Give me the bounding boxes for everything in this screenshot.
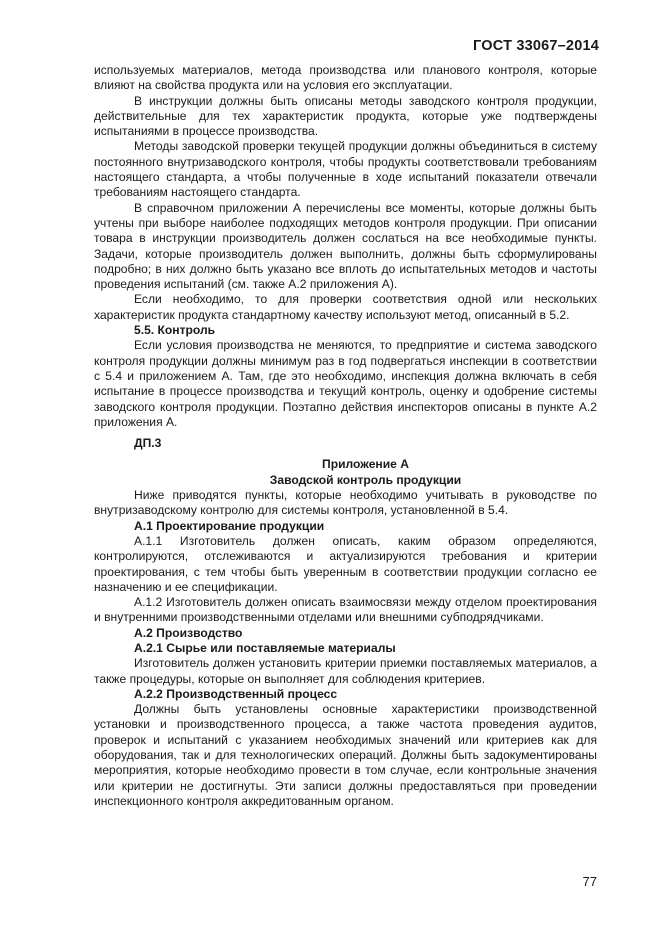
paragraph-10: Изготовитель должен установить критерии приемки поставляемых материалов, а также процедуры, которые он выполняет для соблюдения критериев. (94, 656, 597, 686)
section-heading-a2: А.2 Производство (134, 625, 243, 640)
paragraph-4: В справочном приложении А перечислены все моменты, которые должны быть учтены при выборе наиболее подходящих методов контроля продукции. При описании товара в инструкции производитель должен сослаться на все необходимые пункты. Задачи, которые производитель должен выполнить, должны быть сформулированы подробно; в них должно быть указано все вплоть до испытательных методов и частоты проведения испытаний (см. также А.2 приложения А). (94, 200, 597, 292)
paragraph-7: Ниже приводятся пункты, которые необходимо учитывать в руководстве по внутризаводскому контролю для системы контроля, установленной в 5.4. (94, 488, 597, 518)
section-heading-a21: А.2.1 Сырье или поставляемые материалы (134, 640, 396, 655)
paragraph-5: Если необходимо, то для проверки соответствия одной или нескольких характеристик продукта стандартному качеству используют метод, описанный в 5.2. (94, 292, 597, 322)
paragraph-6: Если условия производства не меняются, то предприятие и система заводского контроля продукции должны минимум раз в год подвергаться инспекции в соответствии с 5.4 и приложением А. Там, где это необходимо, инспекция должна включать в себя испытание в процессе производства и текущий контроль, оценку и одобрение системы заводского контроля продукции. Поэтапно действия инспекторов описаны в пункте А.2 приложения А. (94, 338, 597, 429)
paragraph-1: используемых материалов, метода производства или планового контроля, которые влияют на свойства продукта или на условия его эксплуатации. (94, 63, 597, 93)
section-heading-a22: А.2.2 Производственный процесс (134, 686, 338, 701)
paragraph-8: А.1.1 Изготовитель должен описать, каким образом определяются, контролируются, отслеживаются и актуализируются требования и критерии проектирования, с тем чтобы быть уверенным в соответствии продукции согласно ее назначению и ее спецификации. (94, 533, 597, 594)
document-code: ГОСТ 33067–2014 (473, 38, 599, 54)
page-content (94, 63, 597, 809)
section-heading-5-5: 5.5. Контроль (134, 323, 216, 338)
page-number: 77 (582, 874, 597, 889)
paragraph-3: Методы заводской проверки текущей продукции должны объединиться в систему постоянного внутризаводского контроля, чтобы продукты соответствовали требованиям настоящего стандарта, а чтобы полученные в ходе испытаний показатели отвечали требованиям настоящего стандарта. (94, 139, 597, 200)
dp3-label: ДП.3 (134, 436, 162, 451)
section-heading-a1: А.1 Проектирование продукции (134, 518, 325, 533)
annex-subtitle: Заводской контроль продукции (269, 472, 462, 487)
annex-title: Приложение А (322, 457, 409, 472)
paragraph-9: А.1.2 Изготовитель должен описать взаимосвязи между отделом проектирования и внутренними производственными отделами или внешними субподрядчиками. (94, 595, 597, 625)
paragraph-2: В инструкции должны быть описаны методы заводского контроля продукции, действительные для тех характеристик продукта, которые уже подтверждены испытаниями в процессе производства. (94, 93, 597, 139)
paragraph-11: Должны быть установлены основные характеристики производственной установки и производственного процесса, а также частота проведения аудитов, проверок и испытаний с указанием необходимых значений или критериев как для оборудования, так и для технологических операций. Должны быть задокументированы мероприятия, которые необходимо провести в том случае, если контрольные значения или критерии не достигнуты. Эти записи должны предоставляться при проведении инспекционного контроля аккредитованным органом. (94, 702, 597, 808)
